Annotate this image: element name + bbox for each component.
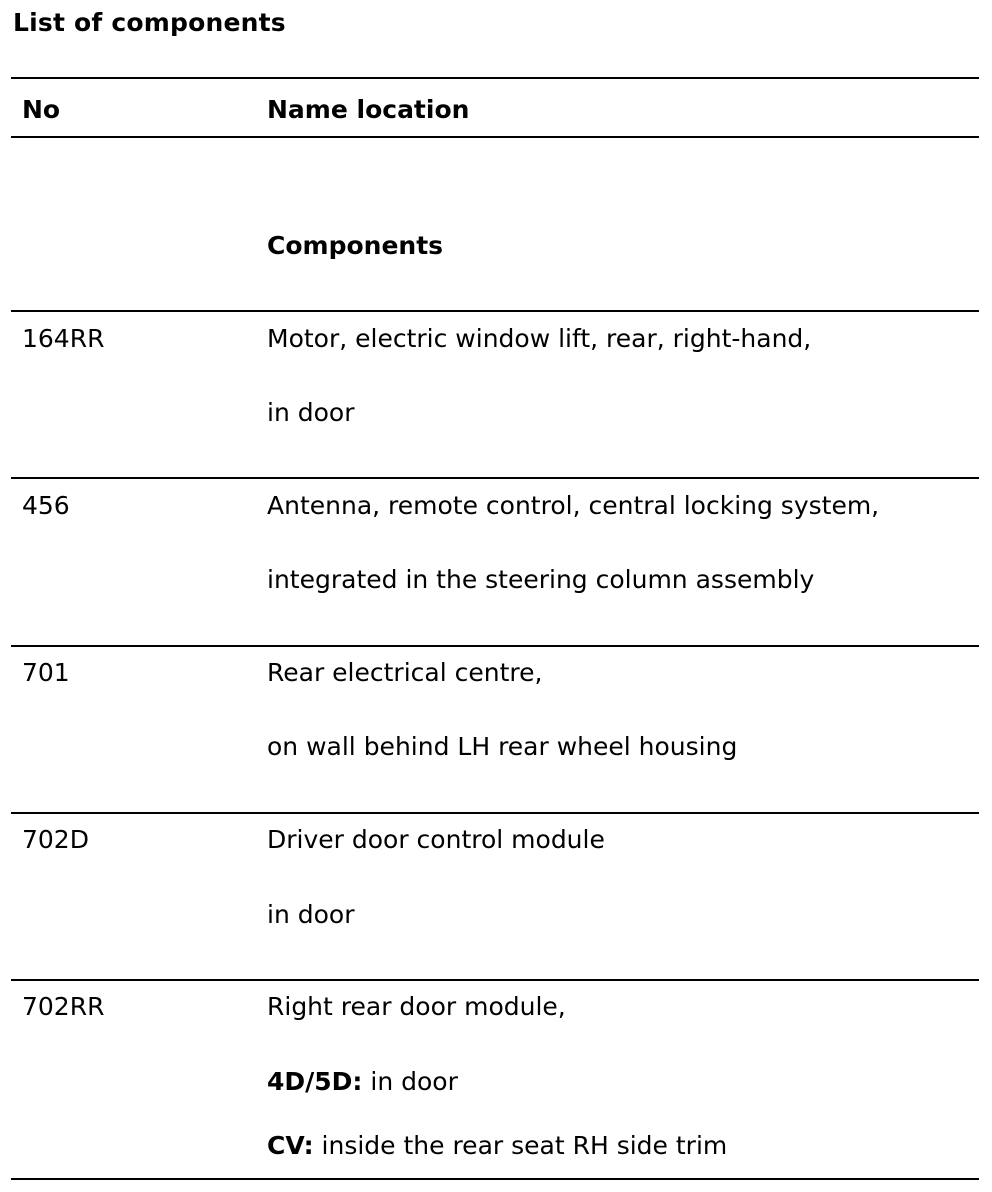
- component-location: in door: [267, 900, 355, 929]
- component-no: 456: [22, 491, 70, 520]
- row-rule: [11, 645, 979, 647]
- component-name: Rear electrical centre,: [267, 658, 543, 687]
- row-rule: [11, 812, 979, 814]
- header-name-location: Name location: [267, 95, 470, 124]
- row-rule: [11, 979, 979, 981]
- section-heading: Components: [267, 231, 444, 260]
- variant-label: CV:: [267, 1131, 314, 1160]
- component-name: Motor, electric window lift, rear, right-hand,: [267, 324, 812, 353]
- row-rule: [11, 310, 979, 312]
- component-location: in door: [267, 398, 355, 427]
- component-location: on wall behind LH rear wheel housing: [267, 732, 738, 761]
- row-rule: [11, 477, 979, 479]
- header-no: No: [22, 95, 61, 124]
- component-name: Right rear door module,: [267, 992, 566, 1021]
- component-no: 164RR: [22, 324, 105, 353]
- table-bottom-rule: [11, 1178, 979, 1180]
- variant-line: [267, 1129, 727, 1163]
- component-location: integrated in the steering column assembly: [267, 565, 815, 594]
- variant-text: inside the rear seat RH side trim: [313, 1131, 728, 1160]
- component-no: 702D: [22, 825, 89, 854]
- page-title: List of components: [13, 8, 286, 37]
- table-top-rule: [11, 77, 979, 79]
- variant-text: in door: [362, 1067, 458, 1096]
- header-rule: [11, 136, 979, 138]
- component-no: 702RR: [22, 992, 105, 1021]
- component-name: Driver door control module: [267, 825, 605, 854]
- variant-label: 4D/5D:: [267, 1067, 363, 1096]
- component-no: 701: [22, 658, 70, 687]
- variant-line: [267, 1065, 458, 1099]
- component-name: Antenna, remote control, central locking system,: [267, 491, 880, 520]
